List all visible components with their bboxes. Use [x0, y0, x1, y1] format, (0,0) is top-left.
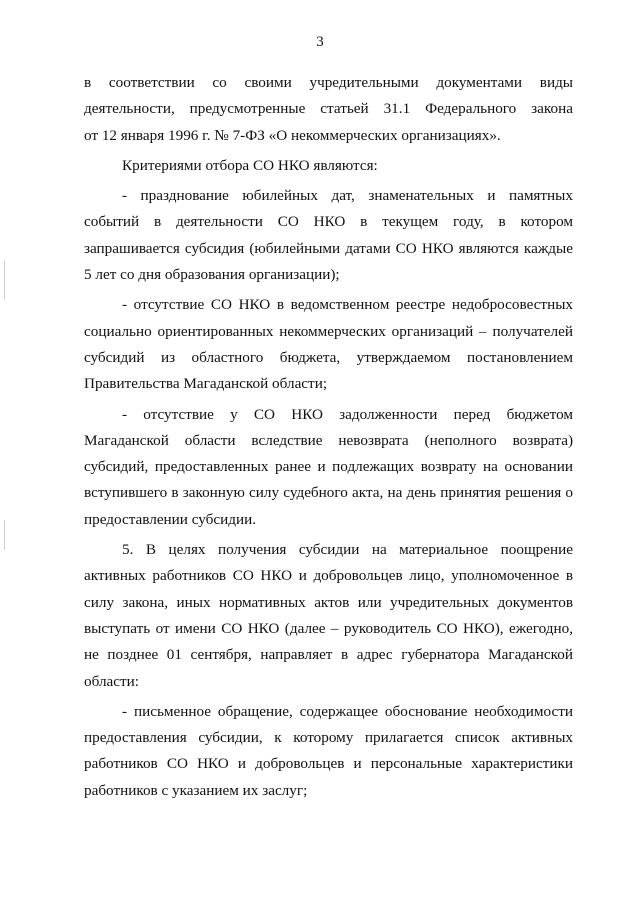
paragraph: [84, 402, 573, 533]
paragraph: [84, 699, 573, 804]
text-line: предоставления субсидии, к которому прилагается список активных: [84, 729, 573, 747]
text-line: активных работников СО НКО и добровольцев лицо, уполномоченное в: [84, 567, 573, 585]
text-line: социально ориентированных некоммерческих организаций – получателей: [84, 322, 573, 340]
text-line: от 12 января 1996 г. № 7-ФЗ «О некоммерческих организациях».: [84, 126, 501, 144]
paragraph: [84, 183, 573, 288]
text-line: 5 лет со дня образования организации);: [84, 266, 340, 284]
text-line: 5. В целях получения субсидии на материальное поощрение: [122, 541, 573, 559]
text-line: в соответствии со своими учредительными документами виды: [84, 74, 573, 91]
text-line: области:: [84, 672, 139, 690]
text-line: Критериями отбора СО НКО являются:: [122, 156, 378, 174]
paragraph: [84, 70, 573, 149]
text-line: предоставлении субсидии.: [84, 510, 257, 528]
text-line: Правительства Магаданской области;: [84, 375, 328, 393]
text-line: не позднее 01 сентября, направляет в адрес губернатора Магаданской: [84, 646, 573, 664]
page-number: 3: [316, 34, 324, 50]
text-line: субсидий, предоставленных ранее и подлежащих возврату на основании: [84, 458, 573, 476]
text-line: деятельности, предусмотренные статьей 31.1 Федерального закона: [84, 100, 573, 118]
text-line: запрашивается субсидия (юбилейными датами СО НКО являются каждые: [84, 239, 573, 257]
text-line: выступать от имени СО НКО (далее – руководитель СО НКО), ежегодно,: [84, 619, 573, 637]
text-line: субсидий из областного бюджета, утверждаемом постановлением: [84, 348, 573, 366]
text-line: - отсутствие СО НКО в ведомственном реестре недобросовестных: [122, 296, 573, 314]
text-line: работников с указанием их заслуг;: [84, 781, 308, 799]
text-line: - письменное обращение, содержащее обоснование необходимости: [122, 702, 573, 720]
document-body: [84, 70, 573, 804]
text-line: - отсутствие у СО НКО задолженности перед бюджетом: [122, 405, 573, 423]
text-line: событий в деятельности СО НКО в текущем году, в котором: [84, 213, 573, 231]
paragraph: [84, 153, 573, 179]
paragraph: [84, 537, 573, 695]
text-line: Магаданской области вследствие невозврата (неполного возврата): [84, 431, 573, 449]
paragraph: [84, 292, 573, 397]
scan-edge-mark: [4, 520, 5, 550]
text-line: силу закона, иных нормативных актов или учредительных документов: [84, 593, 573, 611]
text-line: - празднование юбилейных дат, знаменательных и памятных: [122, 187, 573, 205]
text-line: работников СО НКО и добровольцев и персональные характеристики: [84, 755, 573, 773]
text-line: вступившего в законную силу судебного акта, на день принятия решения о: [84, 484, 573, 502]
scan-edge-mark: [4, 260, 5, 300]
